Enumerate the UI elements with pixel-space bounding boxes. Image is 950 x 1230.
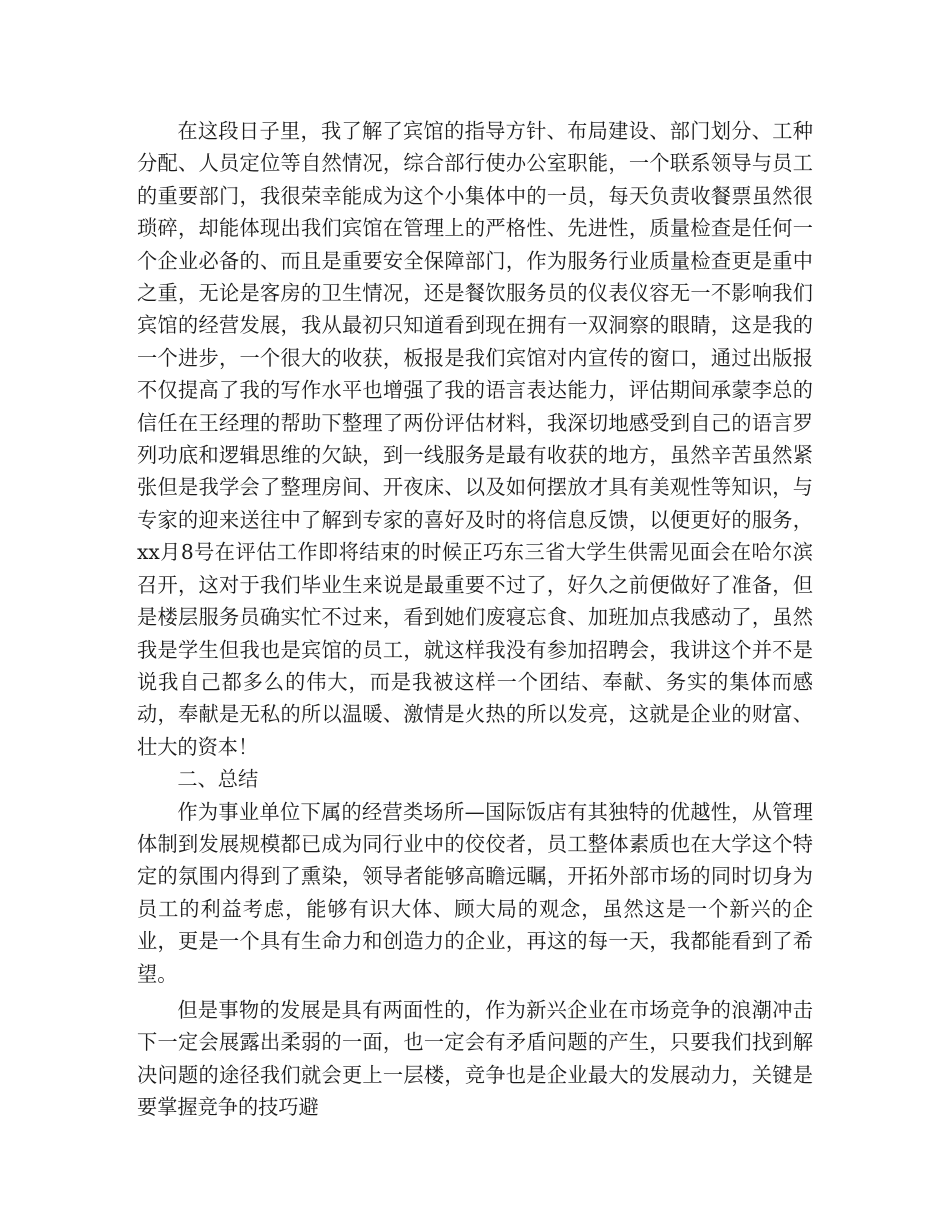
body-paragraph-2: 作为事业单位下属的经营类场所—国际饭店有其独特的优越性，从管理体制到发展规模都已成为同行业中的佼佼者，员工整体素质也在大学这个特定的氛围内得到了熏染，领导者能够高瞻远瞩，开拓外部市场的同时切身为员工的利益考虑，能够有识大体、顾大局的观念，虽然这是一个新兴的企业，更是一个具有生命力和创造力的企业，再这的每一天，我都能看到了希望。	[137, 799, 813, 986]
body-paragraph-3: 但是事物的发展是具有两面性的，作为新兴企业在市场竞争的浪潮冲击下一定会展露出柔弱的一面，也一定会有矛盾问题的产生，只要我们找到解决问题的途径我们就会更上一层楼，竞争也是企业最大的发展动力，关键是要掌握竞争的技巧避	[137, 997, 813, 1120]
document-body	[137, 115, 813, 1124]
body-paragraph-1: 在这段日子里，我了解了宾馆的指导方针、布局建设、部门划分、工种分配、人员定位等自然情况，综合部行使办公室职能，一个联系领导与员工的重要部门，我很荣幸能成为这个小集体中的一员，每天负责收餐票虽然很琐碎，却能体现出我们宾馆在管理上的严格性、先进性，质量检查是任何一个企业必备的、而且是重要安全保障部门，作为服务行业质量检查更是重中之重，无论是客房的卫生情况，还是餐饮服务员的仪表仪容无一不影响我们宾馆的经营发展，我从最初只知道看到现在拥有一双洞察的眼睛，这是我的一个进步，一个很大的收获，板报是我们宾馆对内宣传的窗口，通过出版报不仅提高了我的写作水平也增强了我的语言表达能力，评估期间承蒙李总的信任在王经理的帮助下整理了两份评估材料，我深切地感受到自己的语言罗列功底和逻辑思维的欠缺，到一线服务是最有收获的地方，虽然辛苦虽然紧张但是我学会了整理房间、开夜床、以及如何摆放才具有美观性等知识，与专家的迎来送往中了解到专家的喜好及时的将信息反馈，以便更好的服务，xx月8号在评估工作即将结束的时候正巧东三省大学生供需见面会在哈尔滨召开，这对于我们毕业生来说是最重要不过了，好久之前便做好了准备，但是楼层服务员确实忙不过来，看到她们废寝忘食、加班加点我感动了，虽然我是学生但我也是宾馆的员工，就这样我没有参加招聘会，我讲这个并不是说我自己都多么的伟大，而是我被这样一个团结、奉献、务实的集体而感动，奉献是无私的所以温暖、激情是火热的所以发亮，这就是企业的财富、壮大的资本！	[137, 119, 813, 759]
section-heading-summary: 二、总结	[177, 767, 259, 792]
